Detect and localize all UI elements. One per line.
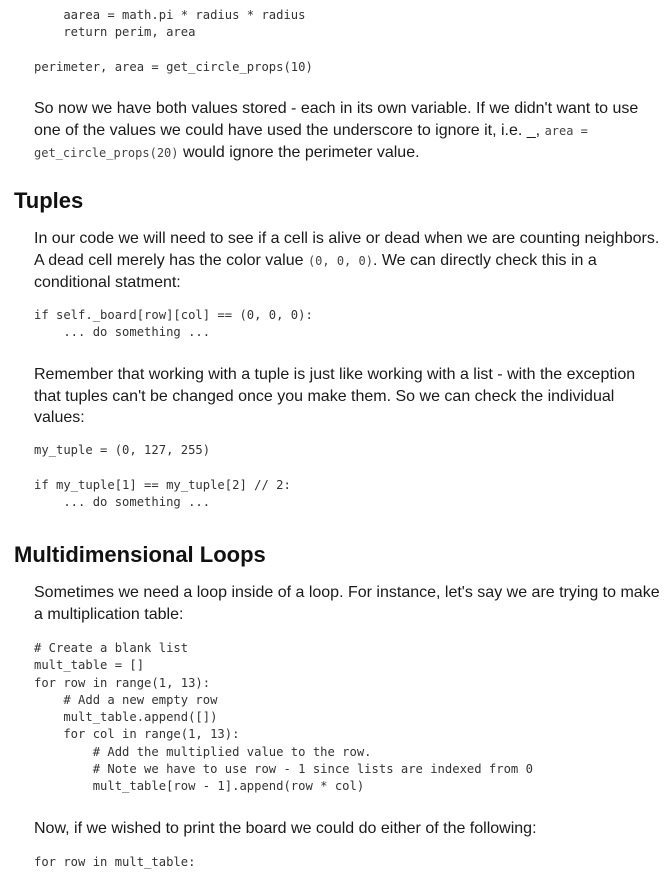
- code-line: mult_table.append([]): [34, 710, 218, 725]
- heading-tuples: Tuples: [14, 188, 84, 213]
- code-line: # Add a new empty row: [34, 692, 218, 707]
- code-line: mult_table = []: [34, 658, 145, 673]
- inline-code: (0, 0, 0): [307, 253, 373, 268]
- paragraph-tuple-immutable: Remember that working with a tuple is just like working with a list - with the exception that tuples can't be changed once you make them. So we can check the individual values:: [34, 366, 636, 426]
- code-line: mult_table[row - 1].append(row * col): [34, 779, 365, 794]
- code-line: for row in mult_table:: [34, 855, 196, 869]
- paragraph-dead-cell: In our code we will need to see if a cell is alive or dead when we are counting neighbors. A dead cell merely has the color value (0, 0, 0). We can directly check this in a conditional statment:: [34, 230, 660, 291]
- paragraph-underscore: So now we have both values stored - each in its own variable. If we didn't want to use one of the values we could have used the underscore to ignore it, i.e. _, area = get_circle_props(20) would ignore the perimeter value.: [34, 100, 639, 161]
- heading-multidimensional-loops: Multidimensional Loops: [14, 542, 266, 567]
- code-line: if self._board[row][col] == (0, 0, 0):: [34, 308, 313, 322]
- paragraph-print-board: Now, if we wished to print the board we could do either of the following:: [34, 820, 537, 837]
- code-line: aarea = math.pi * radius * radius: [34, 8, 306, 22]
- inline-code: area = get_circle_props(20): [34, 123, 588, 160]
- code-block-tuple-check: [34, 307, 313, 342]
- code-block-mult-table: [34, 640, 533, 796]
- code-line: for col in range(1, 13):: [34, 727, 240, 742]
- code-line: my_tuple = (0, 127, 255): [34, 443, 211, 457]
- code-block-my-tuple: [34, 442, 291, 511]
- code-line: # Add the multiplied value to the row.: [34, 744, 372, 759]
- code-block-circle-props: [34, 7, 313, 76]
- code-block-print: [34, 854, 195, 871]
- code-line: return perim, area: [34, 25, 196, 40]
- code-line: ... do something ...: [34, 325, 211, 340]
- code-line: for row in range(1, 13):: [34, 675, 211, 690]
- code-line: # Create a blank list: [34, 641, 189, 655]
- code-line: perimeter, area = get_circle_props(10): [34, 59, 313, 74]
- paragraph-loop-in-loop: Sometimes we need a loop inside of a loop. For instance, let's say we are trying to make a multiplication table:: [34, 584, 660, 623]
- code-line: # Note we have to use row - 1 since lists are indexed from 0: [34, 762, 533, 777]
- code-line: ... do something ...: [34, 494, 211, 509]
- code-line: if my_tuple[1] == my_tuple[2] // 2:: [34, 477, 291, 492]
